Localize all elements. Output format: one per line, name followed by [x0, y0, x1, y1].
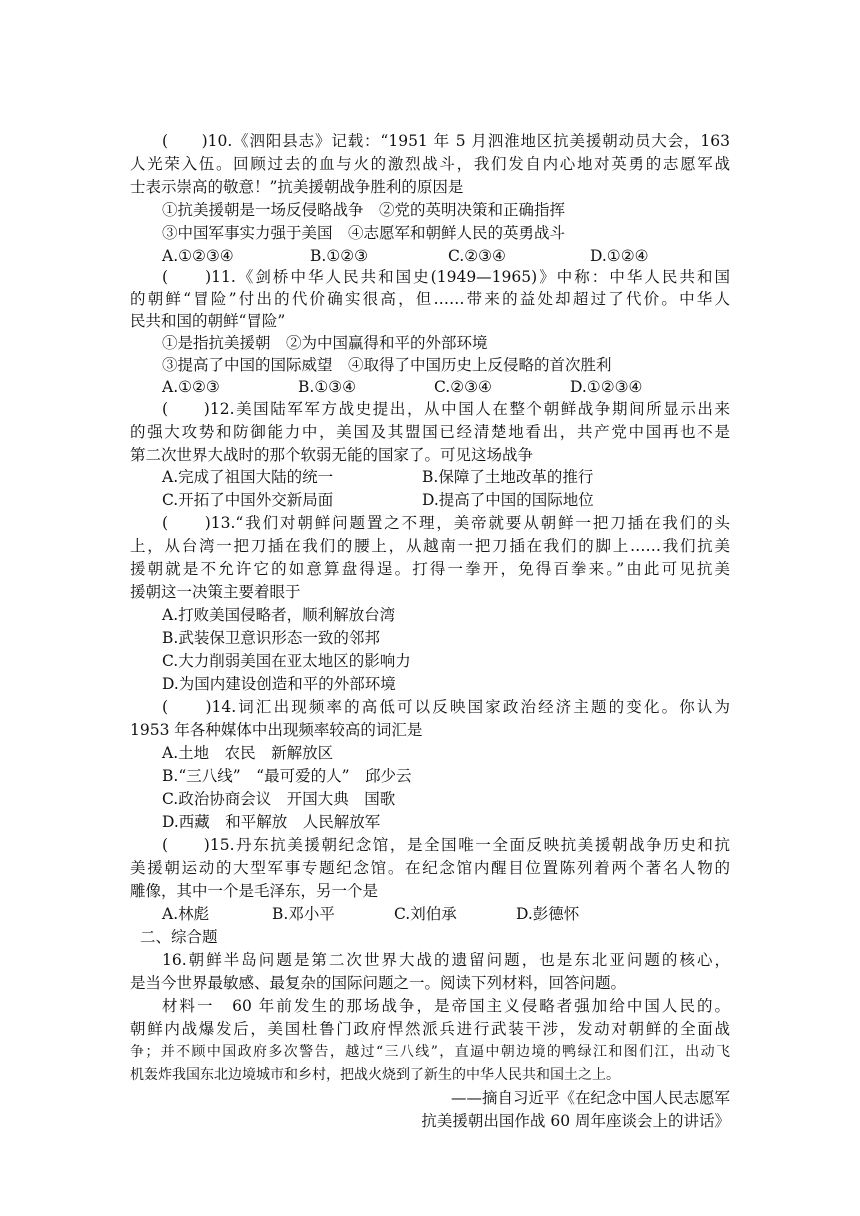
q12-options-row2	[162, 489, 730, 511]
q10-statement-2: ③中国军事实力强于美国 ④志愿军和朝鲜人民的英勇战斗	[162, 224, 566, 242]
q11-stem-line2: 的朝鲜“冒险”付出的代价确实很高，但……带来的益处却超过了代价。中华人	[130, 290, 730, 308]
q11-option-d[interactable]: D.①②③④	[570, 378, 643, 396]
q13-option-a[interactable]: A.打败美国侵略者，顺利解放台湾	[162, 606, 396, 624]
q13-stem-line1: ( )13.“我们对朝鲜问题置之不理，美帝就要从朝鲜一把刀插在我们的头	[162, 514, 730, 532]
q11-option-c[interactable]: C.②③④	[434, 378, 492, 396]
q15-option-c[interactable]: C.刘伯承	[394, 905, 457, 923]
q13-stem-line4: 援朝这一决策主要着眼于	[130, 583, 301, 601]
q10-option-d[interactable]: D.①②④	[590, 247, 649, 265]
q16-material-line4: 机轰炸我国东北边境城市和乡村，把战火烧到了新生的中华人民共和国土之上。	[130, 1067, 620, 1083]
q16-stem-line1: 16.朝鲜半岛问题是第二次世界大战的遗留问题，也是东北亚问题的核心，	[162, 951, 730, 969]
q15-options	[162, 903, 730, 925]
q10-stem-line2: 人光荣入伍。回顾过去的血与火的激烈战斗，我们发自内心地对英勇的志愿军战	[130, 155, 730, 173]
q10-option-a[interactable]: A.①②③④	[162, 247, 234, 265]
q15-option-d[interactable]: D.彭德怀	[516, 905, 580, 923]
q15-stem-line1: ( )15.丹东抗美援朝纪念馆，是全国唯一全面反映抗美援朝战争历史和抗	[162, 836, 730, 854]
q11-option-a[interactable]: A.①②③	[162, 378, 220, 396]
q12-stem-line3: 第二次世界大战时的那个软弱无能的国家了。可见这场战争	[130, 446, 534, 464]
q15-option-b[interactable]: B.邓小平	[272, 905, 335, 923]
q10-stem-line1: ( )10.《泗阳县志》记载：“1951 年 5 月泗淮地区抗美援朝动员大会，163	[162, 132, 730, 150]
q14-option-c[interactable]: C.政治协商会议 开国大典 国歌	[162, 790, 396, 808]
q13-option-b[interactable]: B.武装保卫意识形态一致的邻邦	[162, 629, 380, 647]
q12-option-a[interactable]: A.完成了祖国大陆的统一	[162, 468, 334, 486]
q12-option-b[interactable]: B.保障了土地改革的推行	[422, 468, 594, 486]
q10-statement-1: ①抗美援朝是一场反侵略战争 ②党的英明决策和正确指挥	[162, 201, 566, 219]
q14-stem-line1: ( )14.词汇出现频率的高低可以反映国家政治经济主题的变化。你认为	[162, 698, 730, 716]
q16-stem-line2: 是当今世界最敏感、最复杂的国际问题之一。阅读下列材料，回答问题。	[130, 974, 627, 992]
q13-option-c[interactable]: C.大力削弱美国在亚太地区的影响力	[162, 652, 411, 670]
q11-statement-1: ①是指抗美援朝 ②为中国赢得和平的外部环境	[162, 334, 488, 352]
q13-stem-line3: 援朝就是不允许它的如意算盘得逞。打得一拳开，免得百拳来。”由此可见抗美	[130, 560, 730, 578]
q11-options	[162, 376, 730, 398]
q10-option-b[interactable]: B.①②③	[310, 247, 369, 265]
q14-option-a[interactable]: A.土地 农民 新解放区	[162, 744, 334, 762]
q11-stem-line1: ( )11.《剑桥中华人民共和国史(1949—1965)》中称：中华人民共和国	[162, 268, 730, 286]
section-heading: 二、综合题	[140, 928, 218, 946]
q12-options-row1	[162, 466, 730, 488]
q14-stem-line2: 1953 年各种媒体中出现频率较高的词汇是	[130, 721, 423, 739]
q10-options	[162, 245, 730, 267]
q12-option-c[interactable]: C.开拓了中国外交新局面	[162, 491, 334, 509]
q12-stem-line2: 的强大攻势和防御能力中，美国及其盟国已经清楚地看出，共产党中国再也不是	[130, 423, 730, 441]
q11-option-b[interactable]: B.①③④	[298, 378, 357, 396]
q15-option-a[interactable]: A.林彪	[162, 905, 210, 923]
q14-option-b[interactable]: B.“三八线” “最可爱的人” 邱少云	[162, 767, 412, 785]
q12-stem-line1: ( )12.美国陆军军方战史提出，从中国人在整个朝鲜战争期间所显示出来	[162, 400, 730, 418]
q12-option-d[interactable]: D.提高了中国的国际地位	[422, 491, 594, 509]
q13-stem-line2: 上，从台湾一把刀插在我们的腰上，从越南一把刀插在我们的脚上……我们抗美	[130, 537, 730, 555]
q10-stem-line3: 士表示崇高的敬意！”抗美援朝战争胜利的原因是	[130, 178, 464, 196]
q16-source-line1: ——摘自习近平《在纪念中国人民志愿军	[450, 1089, 730, 1107]
q11-stem-line3: 民共和国的朝鲜“冒险”	[130, 312, 286, 330]
q10-option-c[interactable]: C.②③④	[448, 247, 506, 265]
q11-statement-2: ③提高了中国的国际威望 ④取得了中国历史上反侵略的首次胜利	[162, 356, 612, 374]
q16-source-line2: 抗美援朝出国作战 60 周年座谈会上的讲话》	[421, 1112, 730, 1130]
q14-option-d[interactable]: D.西藏 和平解放 人民解放军	[162, 813, 381, 831]
q16-material-line3: 争；并不顾中国政府多次警告，越过“三八线”，直逼中朝边境的鸭绿江和图们江，出动飞	[130, 1044, 730, 1060]
q15-stem-line3: 雕像，其中一个是毛泽东，另一个是	[130, 882, 379, 900]
q13-option-d[interactable]: D.为国内建设创造和平的外部环境	[162, 675, 396, 693]
q16-material-line1: 材料一 60 年前发生的那场战争，是帝国主义侵略者强加给中国人民的。	[162, 997, 730, 1015]
q15-stem-line2: 美援朝运动的大型军事专题纪念馆。在纪念馆内醒目位置陈列着两个著名人物的	[130, 859, 730, 877]
q16-material-line2: 朝鲜内战爆发后，美国杜鲁门政府悍然派兵进行武装干涉，发动对朝鲜的全面战	[130, 1020, 730, 1038]
